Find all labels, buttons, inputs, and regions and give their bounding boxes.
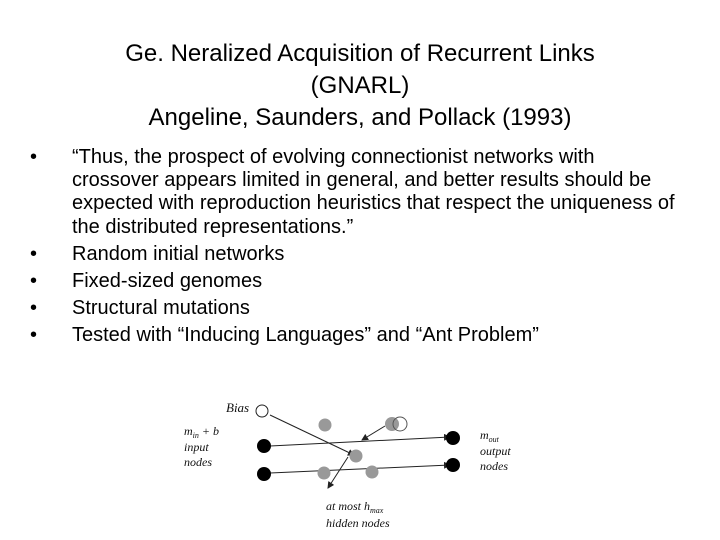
output-node: [446, 458, 460, 472]
hidden-node: [366, 466, 379, 479]
network-nodes: [256, 405, 460, 481]
bullet-text-quote: “Thus, the prospect of evolving connectionist networks with crossover appears limited in general, and better results should be expected with reproduction heuristics that respect the uniqueness of the distributed representations.”: [72, 146, 675, 238]
bias-node: [256, 405, 268, 417]
title-line-3: Angeline, Saunders, and Pollack (1993): [148, 104, 572, 131]
bullet-item: [26, 270, 686, 293]
bullet-item: [26, 243, 686, 266]
bullet-item: [26, 324, 686, 347]
title-line-1: Ge. Neralized Acquisition of Recurrent Links: [125, 40, 595, 67]
bullet-item: [26, 297, 686, 320]
bullet-text-fixed-genomes: Fixed-sized genomes: [72, 270, 263, 293]
connection-input2-to-output: [270, 465, 450, 473]
connection-hidden-to-hidden: [362, 426, 385, 440]
input-node: [257, 439, 271, 453]
bullet-marker: •: [30, 242, 38, 265]
output-label-line-3: nodes: [480, 459, 508, 473]
hidden-node: [318, 467, 331, 480]
hidden-label-line-2: hidden nodes: [326, 516, 390, 530]
output-label-line-1: $m_{out}$: [480, 428, 499, 444]
input-label-line-2: input: [184, 440, 209, 454]
connection-input1-to-output: [270, 437, 450, 446]
input-node: [257, 467, 271, 481]
output-node: [446, 431, 460, 445]
bullet-marker: •: [30, 324, 38, 347]
input-label-line-1: $m_{in} + b$: [184, 424, 220, 440]
slide-title: [40, 38, 680, 134]
bullet-marker: •: [30, 146, 38, 168]
hidden-node: [350, 450, 363, 463]
connection-hidden-to-bottom: [328, 457, 348, 488]
connection-bias-to-hidden: [270, 415, 354, 455]
output-label-line-2: output: [480, 444, 511, 458]
bullet-marker: •: [30, 297, 38, 320]
input-label-line-3: nodes: [184, 455, 212, 469]
bullet-text-random-networks: Random initial networks: [72, 242, 285, 265]
hidden-node: [319, 419, 332, 432]
bias-label: Bias: [226, 400, 250, 415]
bullet-marker: •: [30, 270, 38, 293]
hidden-label-line-1: at most $h_{max}$: [326, 499, 384, 515]
title-line-2: (GNARL): [310, 72, 410, 99]
network-diagram: [170, 395, 520, 535]
hidden-node: [385, 417, 399, 431]
bullet-text-structural-mutations: Structural mutations: [72, 297, 250, 320]
bullet-text-tested-with: Tested with “Inducing Languages” and “Ant Problem”: [72, 324, 539, 347]
bullet-list: [26, 146, 686, 352]
bullet-item: [26, 146, 686, 239]
